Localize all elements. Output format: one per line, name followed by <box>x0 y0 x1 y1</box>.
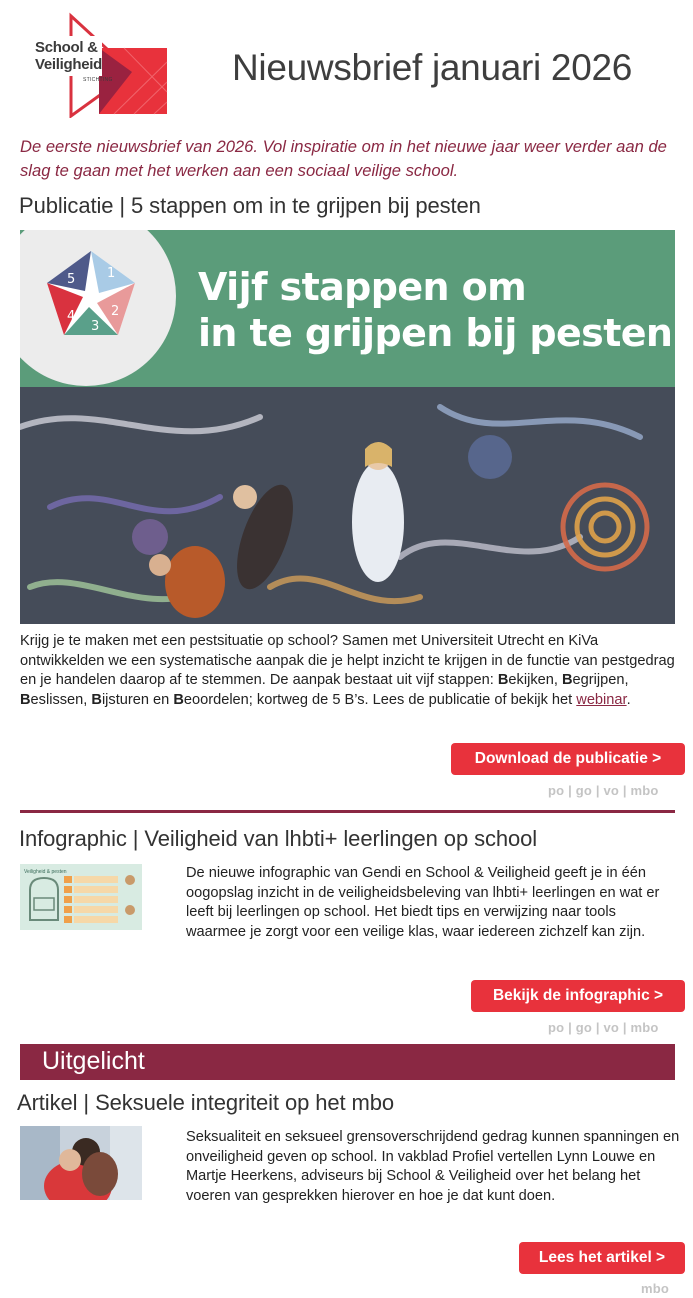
hero-image[interactable] <box>20 230 675 624</box>
step-2-label: 2 <box>111 304 120 319</box>
body-start: Krijg je te maken met een pestsituatie op school? Samen met Universiteit Utrecht en KiVa ontwikkelden we een systematische aanpak die je helpt inzicht te krijgen in de functie van pestgedrag en je handelen daarop af te stemmen. De aanpak bestaat uit vijf stappen: <box>20 633 675 688</box>
audience-tags: po | go | vo | mbo <box>548 1020 659 1035</box>
infographic-thumbnail[interactable] <box>20 864 142 930</box>
step-word-1: ekijken <box>508 672 554 688</box>
step-word-2: egrijpen <box>572 672 625 688</box>
step-5-label: 5 <box>67 272 76 287</box>
step-initial-4: B <box>91 691 102 708</box>
article-body-publicatie: Krijg je te maken met een pestsituatie op school? Samen met Universiteit Utrecht en KiVa ontwikkelden we een systematische aanpak die je helpt inzicht te krijgen in de functie van pestgedrag en je handelen daarop af te stemmen. De aanpak bestaat uit vijf stappen: Bekijken, Begrijpen, Beslissen, Bijsturen en Beoordelen; kortweg de 5 B’s. Lees de publicatie of bekijk het webinar. <box>20 633 675 708</box>
embracing-people-photo-icon <box>20 1126 142 1200</box>
featured-band <box>20 1044 675 1080</box>
lees-artikel-button[interactable]: Lees het artikel > <box>519 1242 685 1274</box>
step-initial-2: B <box>561 672 573 688</box>
article-thumbnail[interactable] <box>20 1126 142 1200</box>
step-word-5: eoordelen <box>183 691 249 708</box>
backpack-infographic-icon <box>20 864 142 930</box>
step-word-4: ijsturen <box>101 691 149 708</box>
hero-banner <box>20 230 675 387</box>
hero-headline-line2: in te grijpen bij pesten <box>198 311 673 355</box>
audience-tags: mbo <box>641 1281 670 1296</box>
step-initial-5: B <box>173 691 184 708</box>
article-body-infographic: De nieuwe infographic van Gendi en School & Veiligheid geeft je in één oogopslag inzicht in de veiligheidsbeleving van lhbti+ leerlingen en wat er leeft bij leerlingen op school. Het biedt tips en verwijzing naar tools waarmee je zorgt voor een veilige klas, waar iedereen zichzelf kan zijn. <box>186 865 660 940</box>
page-title: Nieuwsbrief januari 2026 <box>232 47 633 88</box>
featured-label: Uitgelicht <box>42 1047 145 1075</box>
school-veiligheid-logo[interactable] <box>24 12 170 118</box>
step-1-label: 1 <box>107 266 116 281</box>
body-end: ; kortweg de 5 B’s. Lees de publicatie of bekijk het <box>248 691 573 708</box>
step-initial-3: B <box>20 691 31 708</box>
logo-line1: School & <box>35 39 98 56</box>
logo-subtext: STICHTING <box>83 77 113 83</box>
step-word-3: eslissen <box>30 691 84 708</box>
article-body-seksuele-integriteit: Seksualiteit en seksueel grensoverschrijdend gedrag kunnen spanningen en onveiligheid geven op school. In vakblad Profiel vertellen Lynn Louwe en Martje Heerkens, adviseurs bij School & Veiligheid over het belang het voeren van gesprekken hierover en hoe je dat kunt doen. <box>186 1129 680 1204</box>
bekijk-infographic-button[interactable]: Bekijk de infographic > <box>471 980 685 1012</box>
section-divider <box>20 810 675 813</box>
article-title-seksuele-integriteit[interactable]: Artikel | Seksuele integriteit op het mbo <box>17 1090 395 1115</box>
webinar-link[interactable]: webinar <box>576 691 627 708</box>
step-3-label: 3 <box>91 319 100 334</box>
step-initial-1: B <box>497 672 509 688</box>
logo-line2: Veiligheid <box>35 56 103 73</box>
article-title-infographic[interactable]: Infographic | Veiligheid van lhbti+ leerlingen op school <box>19 826 538 851</box>
chalk-ground-photo-icon <box>20 387 675 624</box>
step-4-label: 4 <box>67 309 76 324</box>
hero-headline-line1: Vijf stappen om <box>198 265 527 309</box>
download-publicatie-button[interactable]: Download de publicatie > <box>451 743 685 775</box>
audience-tags: po | go | vo | mbo <box>548 783 659 798</box>
hero-headline <box>198 264 672 356</box>
logo-wordmark <box>35 39 102 73</box>
hero-photo-students <box>20 387 675 624</box>
thumb-label: Veiligheid & pesten <box>24 869 67 875</box>
newsletter-header <box>0 0 693 125</box>
article-title-publicatie[interactable]: Publicatie | 5 stappen om in te grijpen bij pesten <box>19 193 481 218</box>
intro-text: De eerste nieuwsbrief van 2026. Vol inspiratie om in het nieuwe jaar weer verder aan de slag te gaan met het werken aan een sociaal veilige school. <box>20 137 667 180</box>
